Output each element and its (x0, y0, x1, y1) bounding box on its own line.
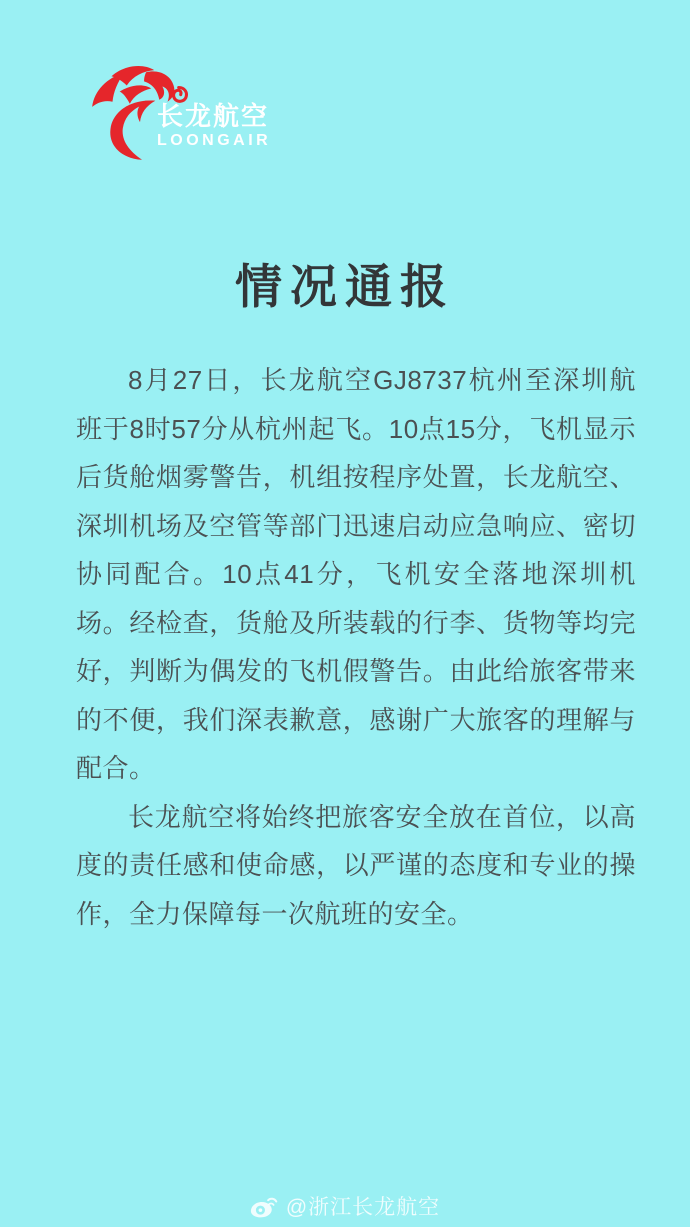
notice-body (76, 356, 636, 938)
notice-paragraph: 长龙航空将始终把旅客安全放在首位，以高度的责任感和使命感，以严谨的态度和专业的操作，全力保障每一次航班的安全。 (76, 801, 636, 929)
brand-name-en: LOONGAIR (157, 132, 272, 149)
weibo-icon (250, 1194, 279, 1219)
watermark-text: @浙江长龙航空 (285, 1196, 441, 1219)
brand-name-cn: 长龙航空 (157, 101, 270, 131)
weibo-watermark (0, 1191, 690, 1221)
notice-title: 情况通报 (235, 260, 455, 313)
notice-paragraph: 8月27日，长龙航空GJ8737杭州至深圳航班于8时57分从杭州起飞。10点15分，飞机显示后货舱烟雾警告，机组按程序处置，长龙航空、深圳机场及空管等部门迅速启动应急响应、密切协同配合。10点41分，飞机安全落地深圳机场。经检查，货舱及所装载的行李、货物等均完好，判断为偶发的飞机假警告。由此给旅客带来的不便，我们深表歉意，感谢广大旅客的理解与配合。 (76, 365, 636, 783)
loongair-logo (84, 58, 384, 178)
